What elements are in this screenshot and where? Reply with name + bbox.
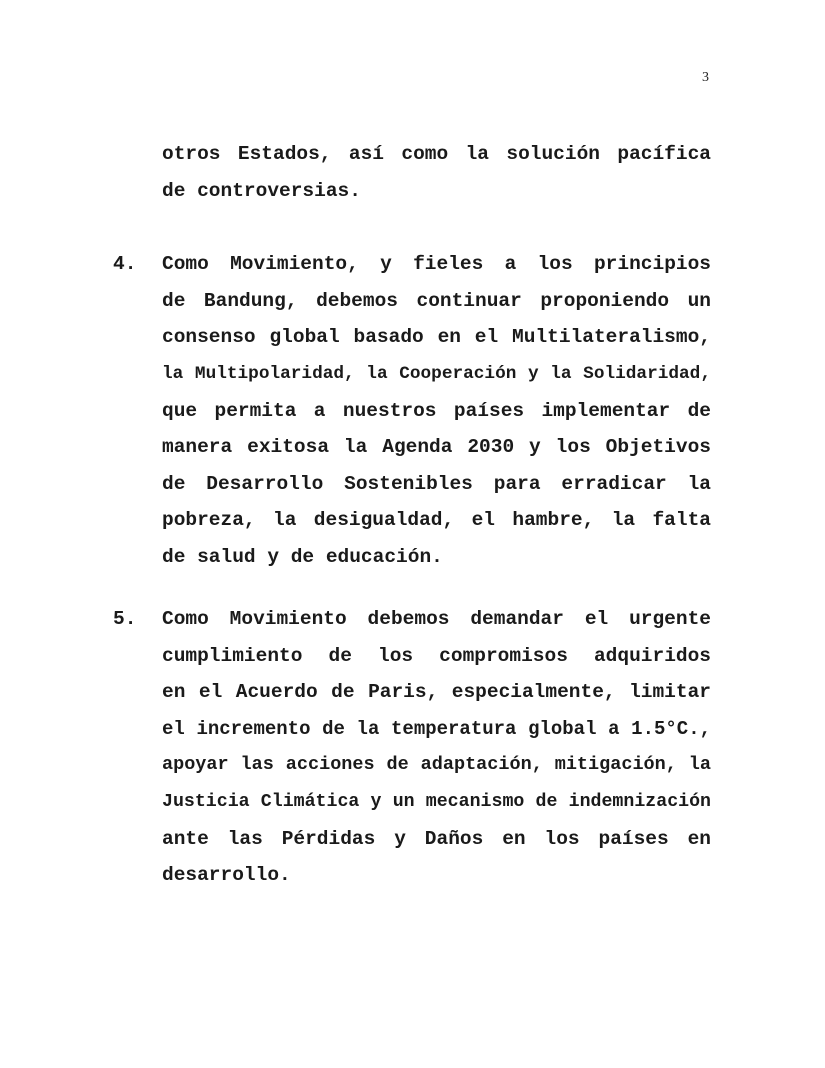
text-line: pobreza, la desigualdad, el hambre, la falta	[162, 509, 711, 531]
text-line: la Multipolaridad, la Cooperación y la Solidaridad,	[162, 364, 711, 384]
text-line: Como Movimiento, y fieles a los principios	[162, 253, 711, 275]
text-line: el incremento de la temperatura global a 1.5°C.,	[162, 718, 711, 740]
paragraph-number: 4.	[113, 253, 137, 275]
text-line: de controversias.	[162, 180, 361, 202]
text-line: de Desarrollo Sostenibles para erradicar la	[162, 473, 711, 495]
text-line: desarrollo.	[162, 864, 291, 886]
text-line: manera exitosa la Agenda 2030 y los Objetivos	[162, 436, 711, 458]
page-number: 3	[702, 70, 709, 85]
text-line: Justicia Climática y un mecanismo de indemnización	[162, 792, 711, 812]
text-line: apoyar las acciones de adaptación, mitigación, la	[162, 754, 711, 775]
text-line: ante las Pérdidas y Daños en los países en	[162, 828, 711, 850]
text-line: que permita a nuestros países implementar de	[162, 400, 711, 422]
text-line: consenso global basado en el Multilateralismo,	[162, 326, 711, 348]
text-line: de salud y de educación.	[162, 546, 443, 568]
paragraph-number: 5.	[113, 608, 137, 630]
text-line: de Bandung, debemos continuar proponiendo un	[162, 290, 711, 312]
text-line: Como Movimiento debemos demandar el urgente	[162, 608, 711, 630]
text-line: otros Estados, así como la solución pacífica	[162, 143, 711, 165]
text-line: cumplimiento de los compromisos adquiridos	[162, 645, 711, 667]
text-line: en el Acuerdo de Paris, especialmente, limitar	[162, 681, 711, 703]
